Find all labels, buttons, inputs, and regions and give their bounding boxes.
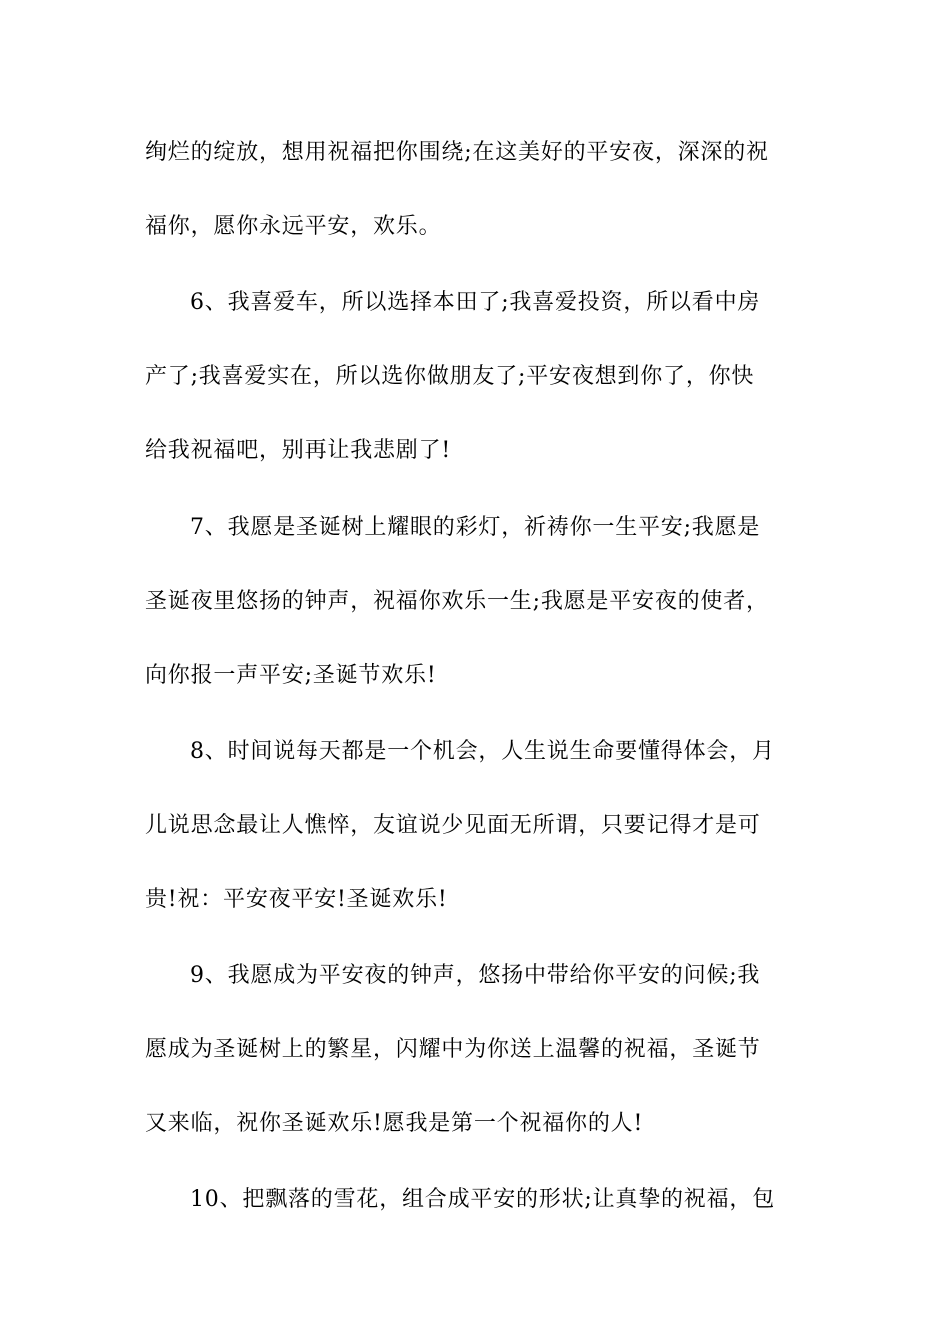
paragraph-8-line-1: 8、时间说每天都是一个机会，人生说生命要懂得体会，月 xyxy=(190,739,775,764)
text-line: 又来临，祝你圣诞欢乐!愿我是第一个祝福你的人! xyxy=(145,1111,644,1136)
text-line: 福你，愿你永远平安，欢乐。 xyxy=(145,214,442,239)
paragraph-10-line-1: 10、把飘落的雪花，组合成平安的形状;让真挚的祝福，包 xyxy=(190,1187,776,1212)
text-line: 愿成为圣诞树上的繁星，闪耀中为你送上温馨的祝福，圣诞节 xyxy=(145,1037,761,1062)
paragraph-6-line-1: 6、我喜爱车，所以选择本田了;我喜爱投资，所以看中房 xyxy=(190,290,761,315)
text-line: 给我祝福吧，别再让我悲剧了! xyxy=(145,438,452,463)
text-line: 向你报一声平安;圣诞节欢乐! xyxy=(145,663,437,688)
text-line: 圣诞夜里悠扬的钟声，祝福你欢乐一生;我愿是平安夜的使者， xyxy=(145,589,769,614)
paragraph-9-line-1: 9、我愿成为平安夜的钟声，悠扬中带给你平安的问候;我 xyxy=(190,963,761,988)
text-line: 绚烂的绽放，想用祝福把你围绕;在这美好的平安夜，深深的祝 xyxy=(145,140,769,165)
text-line: 产了;我喜爱实在，所以选你做朋友了;平安夜想到你了，你快 xyxy=(145,364,755,389)
paragraph-7-line-1: 7、我愿是圣诞树上耀眼的彩灯，祈祷你一生平安;我愿是 xyxy=(190,515,761,540)
text-line: 儿说思念最让人憔悴，友谊说少见面无所谓，只要记得才是可 xyxy=(145,813,761,838)
text-line: 贵!祝：平安夜平安!圣诞欢乐! xyxy=(145,887,448,912)
